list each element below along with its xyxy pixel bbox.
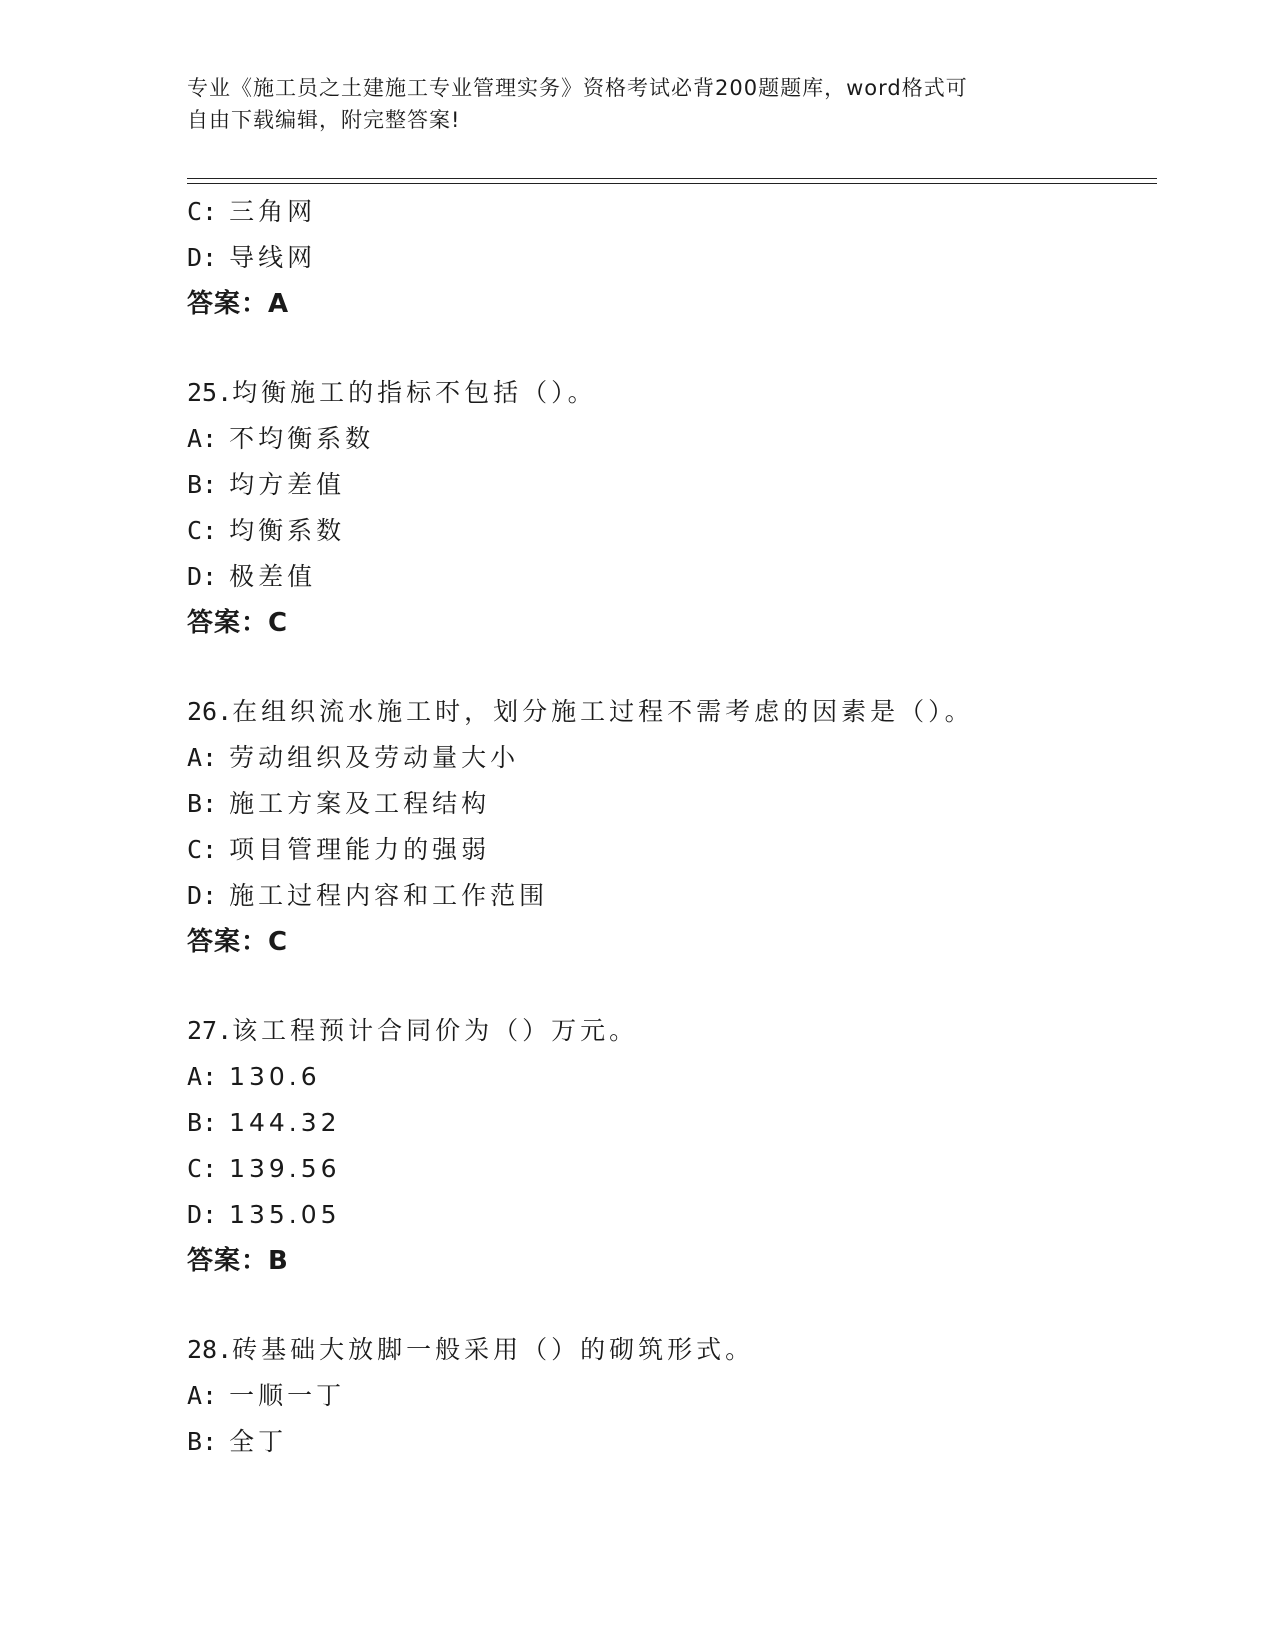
option-a: A: 不均衡系数 <box>187 424 375 453</box>
answer-line: 答案：B <box>187 1246 289 1276</box>
option-c: C: 均衡系数 <box>187 516 346 545</box>
question-25 <box>187 370 1147 646</box>
header-line-2: 自由下载编辑，附完整答案! <box>187 108 461 132</box>
option-c: C: 139.56 <box>187 1154 341 1183</box>
option-a: A: 130.6 <box>187 1062 321 1091</box>
option-d: D: 135.05 <box>187 1200 341 1229</box>
option-b: B: 均方差值 <box>187 470 346 499</box>
question-stem: 26.在组织流水施工时，划分施工过程不需考虑的因素是（）。 <box>187 697 974 726</box>
question-list <box>187 189 1147 1465</box>
answer-line: 答案：C <box>187 608 289 638</box>
option-a: A: 一顺一丁 <box>187 1381 346 1410</box>
prev-question-block <box>187 189 1147 327</box>
header-line-1: 专业《施工员之土建施工专业管理实务》资格考试必背200题题库，word格式可 <box>187 76 968 100</box>
header-divider-top <box>187 178 1157 179</box>
header-divider-bottom <box>187 183 1157 184</box>
question-28 <box>187 1327 1147 1465</box>
option-d: D: 施工过程内容和工作范围 <box>187 881 549 910</box>
option-c: C: 三角网 <box>187 197 317 226</box>
answer-line: 答案：C <box>187 927 289 957</box>
question-26 <box>187 689 1147 965</box>
answer-line: 答案：A <box>187 289 290 319</box>
question-stem: 28.砖基础大放脚一般采用（）的砌筑形式。 <box>187 1335 755 1364</box>
question-27 <box>187 1008 1147 1284</box>
question-stem: 27.该工程预计合同价为（）万元。 <box>187 1016 639 1045</box>
option-b: B: 144.32 <box>187 1108 341 1137</box>
option-c: C: 项目管理能力的强弱 <box>187 835 491 864</box>
option-d: D: 极差值 <box>187 562 317 591</box>
option-b: B: 施工方案及工程结构 <box>187 789 491 818</box>
option-a: A: 劳动组织及劳动量大小 <box>187 743 520 772</box>
option-b: B: 全丁 <box>187 1427 288 1456</box>
document-header <box>187 72 1067 136</box>
question-stem: 25.均衡施工的指标不包括（）。 <box>187 378 597 407</box>
option-d: D: 导线网 <box>187 243 317 272</box>
